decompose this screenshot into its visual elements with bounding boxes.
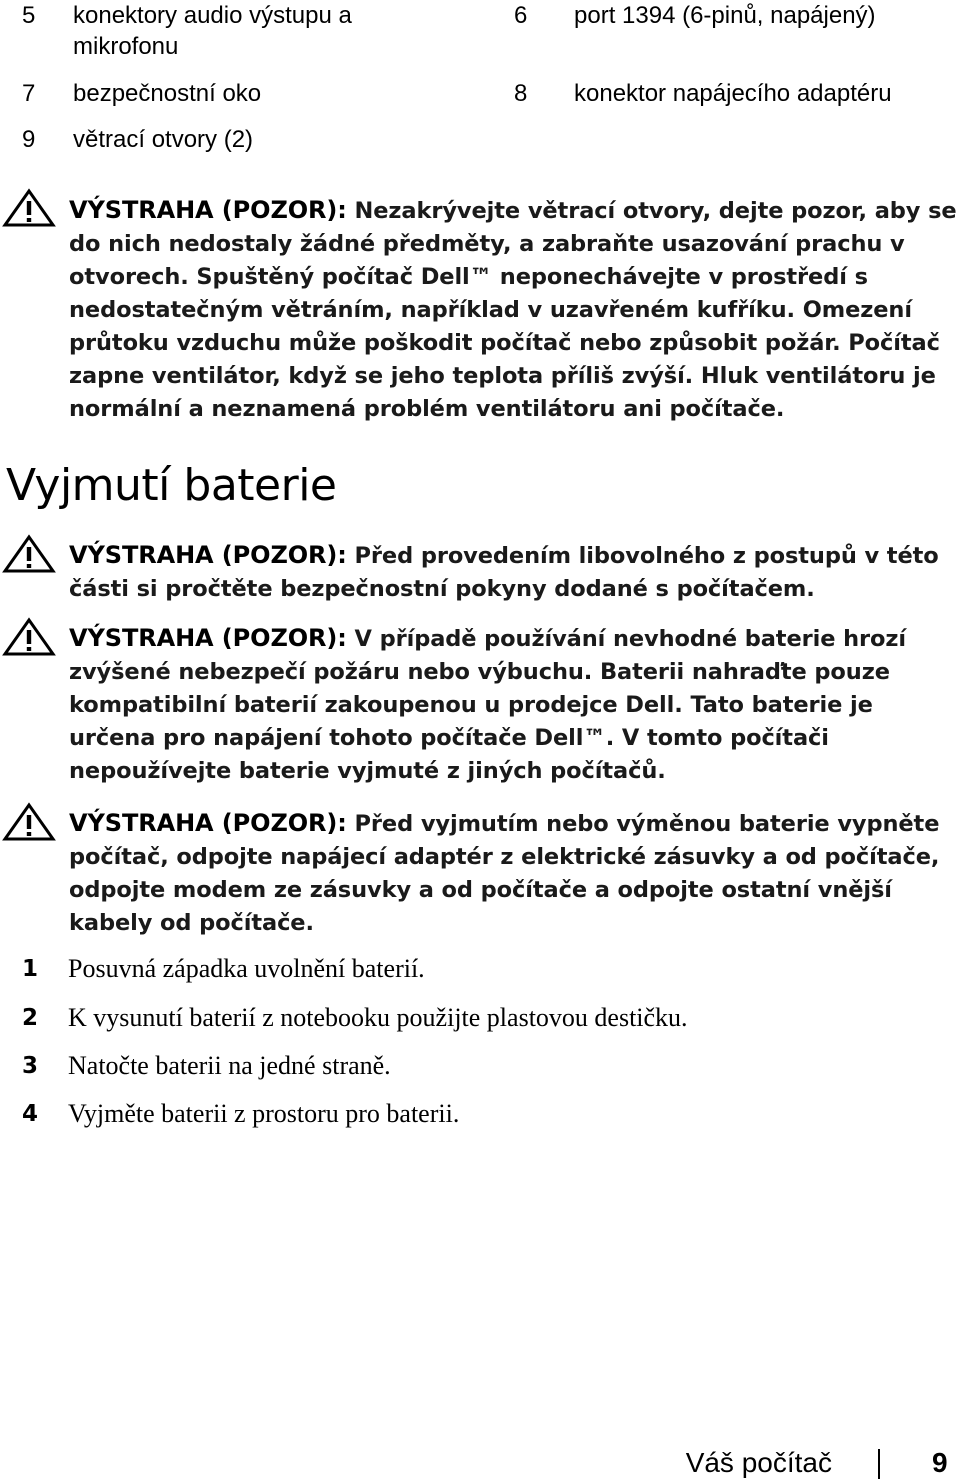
step-item [0, 951, 960, 991]
footer-title: Váš počítač [685, 1447, 832, 1478]
page-footer [0, 1443, 960, 1483]
legend-text: konektor napájecího adaptéru [574, 80, 892, 107]
step-number: 2 [22, 1005, 39, 1031]
legend-number: 8 [514, 80, 528, 107]
warning-text [69, 194, 959, 426]
footer-separator [878, 1449, 880, 1479]
step-text: Natočte baterii na jedné straně. [68, 1051, 391, 1080]
legend-text: větrací otvory (2) [73, 126, 254, 153]
warning-label: VÝSTRAHA (POZOR): [69, 624, 347, 652]
legend-text: bezpečnostní oko [73, 80, 262, 107]
warning-label: VÝSTRAHA (POZOR): [69, 809, 347, 837]
warning-triangle-icon [2, 188, 56, 228]
warning-body: V případě používání nevhodné baterie hrozí zvýšené nebezpečí požáru nebo výbuchu. Baterii nahraďte pouze kompatibilní baterií zakoupenou u prodejce Dell. Tato baterie je určena pro napájení tohoto počítače Dell™. V tomto počítači nepoužívejte baterie vyjmuté z jiných počítačů. [69, 626, 907, 784]
warning-body: Před provedením libovolného z postupů v této části si pročtěte bezpečnostní pokyny dodané s počítačem. [69, 543, 939, 602]
legend-number: 9 [22, 126, 36, 153]
warning-text [69, 539, 959, 606]
legend-number: 5 [22, 2, 36, 29]
warning-triangle-icon [2, 534, 56, 574]
step-number: 3 [22, 1053, 39, 1079]
step-text: Vyjměte baterii z prostoru pro baterii. [68, 1099, 460, 1128]
step-number: 4 [22, 1101, 39, 1127]
step-item [0, 1000, 960, 1040]
step-text: K vysunutí baterií z notebooku použijte plastovou destičku. [68, 1003, 688, 1032]
warning-text [69, 807, 959, 940]
section-title: Vyjmutí baterie [6, 460, 337, 511]
warning-text [69, 622, 959, 788]
page-number: 9 [932, 1447, 948, 1478]
warning-body: Nezakrývejte větrací otvory, dejte pozor, aby se do nich nedostaly žádné předměty, a zabraňte usazování prachu v otvorech. Spuštěný počítač Dell™ neponechávejte v prostředí s nedostatečným větráním, například v uzavřeném kufříku. Omezení průtoku vzduchu může poškodit počítač nebo způsobit požár. Počítač zapne ventilátor, když se jeho teplota příliš zvýší. Hluk ventilátoru je normální a neznamená problém ventilátoru ani počítače. [69, 198, 957, 422]
warning-triangle-icon [2, 617, 56, 657]
step-number: 1 [22, 956, 39, 982]
warning-label: VÝSTRAHA (POZOR): [69, 541, 347, 569]
step-text: Posuvná západka uvolnění baterií. [68, 954, 425, 983]
warning-body: Před vyjmutím nebo výměnou baterie vypněte počítač, odpojte napájecí adaptér z elektrické zásuvky a od počítače, odpojte modem ze zásuvky a od počítače a odpojte ostatní vnější kabely od počítače. [69, 811, 940, 936]
step-item [0, 1048, 960, 1088]
legend-number: 6 [514, 2, 528, 29]
legend-text: konektory audio výstupu a mikrofonu [73, 2, 352, 60]
legend-text: port 1394 (6-pinů, napájený) [574, 2, 876, 29]
legend-number: 7 [22, 80, 36, 107]
step-item [0, 1096, 960, 1136]
warning-label: VÝSTRAHA (POZOR): [69, 196, 347, 224]
warning-triangle-icon [2, 802, 56, 842]
